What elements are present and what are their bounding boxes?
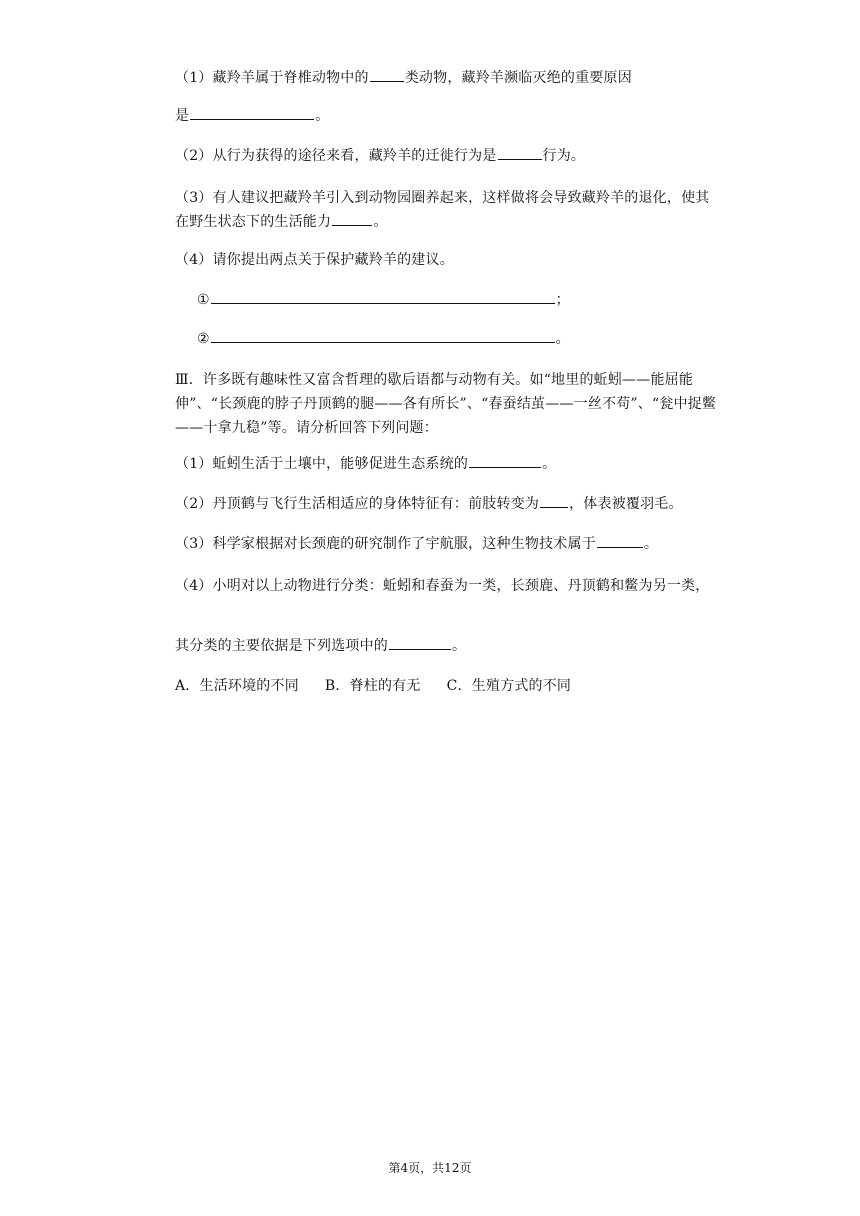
question-text: 。 xyxy=(315,108,330,124)
answer-blank[interactable] xyxy=(469,452,541,468)
question-text: （1）藏羚羊属于脊椎动物中的 xyxy=(175,70,369,86)
answer-blank[interactable] xyxy=(190,104,314,120)
answer-blank[interactable] xyxy=(332,210,372,226)
question-2-3 xyxy=(175,186,715,234)
question-text: （1）蚯蚓生活于土壤中，能够促进生态系统的 xyxy=(175,456,469,472)
answer-options xyxy=(175,674,720,698)
question-text: （2）丹顶鹤与飞行生活相适应的身体特征有：前肢转变为 xyxy=(175,496,540,512)
page-footer xyxy=(0,1160,860,1176)
question-3-3 xyxy=(175,532,720,556)
question-2-2 xyxy=(175,144,720,168)
line-end-punct: ； xyxy=(555,292,570,308)
option-c[interactable]: C．生殖方式的不同 xyxy=(446,678,572,694)
question-2-1 xyxy=(175,66,720,90)
question-text: 。 xyxy=(452,638,467,654)
question-text: （4）请你提出两点关于保护藏羚羊的建议。 xyxy=(175,252,454,268)
question-text: 是 xyxy=(175,108,190,124)
question-text: 。 xyxy=(643,536,659,552)
line-end-punct: 。 xyxy=(555,331,570,347)
question-text: （2）从行为获得的途径来看，藏羚羊的迁徙行为是 xyxy=(175,148,497,164)
question-3-2 xyxy=(175,492,720,516)
answer-blank[interactable] xyxy=(540,492,568,508)
answer-blank[interactable] xyxy=(211,288,555,304)
question-text: 行为。 xyxy=(542,148,586,164)
circle-number-1: ① xyxy=(197,292,210,308)
question-2-4 xyxy=(175,248,720,272)
question-text: 类动物，藏羚羊濒临灭绝的重要原因 xyxy=(404,70,632,86)
section-intro-text: Ⅲ．许多既有趣味性又富含哲理的歇后语都与动物有关。如“地里的蚯蚓——能屈能伸”、“长颈鹿的脖子丹顶鹤的腿——各有所长”、“春蚕结茧——一丝不苟”、“瓮中捉鳖——十拿九稳”等。请分析回答下列问题： xyxy=(175,372,717,436)
question-3-1 xyxy=(175,452,720,476)
suggestion-line-2 xyxy=(197,327,570,351)
circle-number-2: ② xyxy=(197,331,210,347)
answer-blank[interactable] xyxy=(498,144,542,160)
question-text: （3）科学家根据对长颈鹿的研究制作了宇航服，这种生物技术属于 xyxy=(175,536,596,552)
answer-blank[interactable] xyxy=(211,327,555,343)
question-2-1-cont xyxy=(175,104,720,128)
page-number: 第4页，共12页 xyxy=(388,1161,472,1175)
question-text: 。 xyxy=(542,456,557,472)
answer-blank[interactable] xyxy=(370,66,404,82)
question-text: ，体表被覆羽毛。 xyxy=(569,496,683,512)
question-text: （4）小明对以上动物进行分类：蚯蚓和春蚕为一类，长颈鹿、丹顶鹤和鳖为另一类， xyxy=(175,578,710,594)
question-text: （3）有人建议把藏羚羊引入到动物园圈养起来，这样做将会导致藏羚羊的退化，使其在野生状态下的生活能力 xyxy=(175,190,710,230)
question-text: 其分类的主要依据是下列选项中的 xyxy=(175,638,388,654)
option-a[interactable]: A．生活环境的不同 xyxy=(175,678,299,694)
answer-blank[interactable] xyxy=(597,532,643,548)
answer-blank[interactable] xyxy=(389,634,451,650)
question-3-4-basis xyxy=(175,634,720,658)
suggestion-line-1 xyxy=(197,288,570,312)
question-3-4 xyxy=(175,574,717,598)
option-b[interactable]: B．脊柱的有无 xyxy=(324,678,421,694)
section-3-intro xyxy=(175,368,717,440)
question-text: 。 xyxy=(373,214,388,230)
